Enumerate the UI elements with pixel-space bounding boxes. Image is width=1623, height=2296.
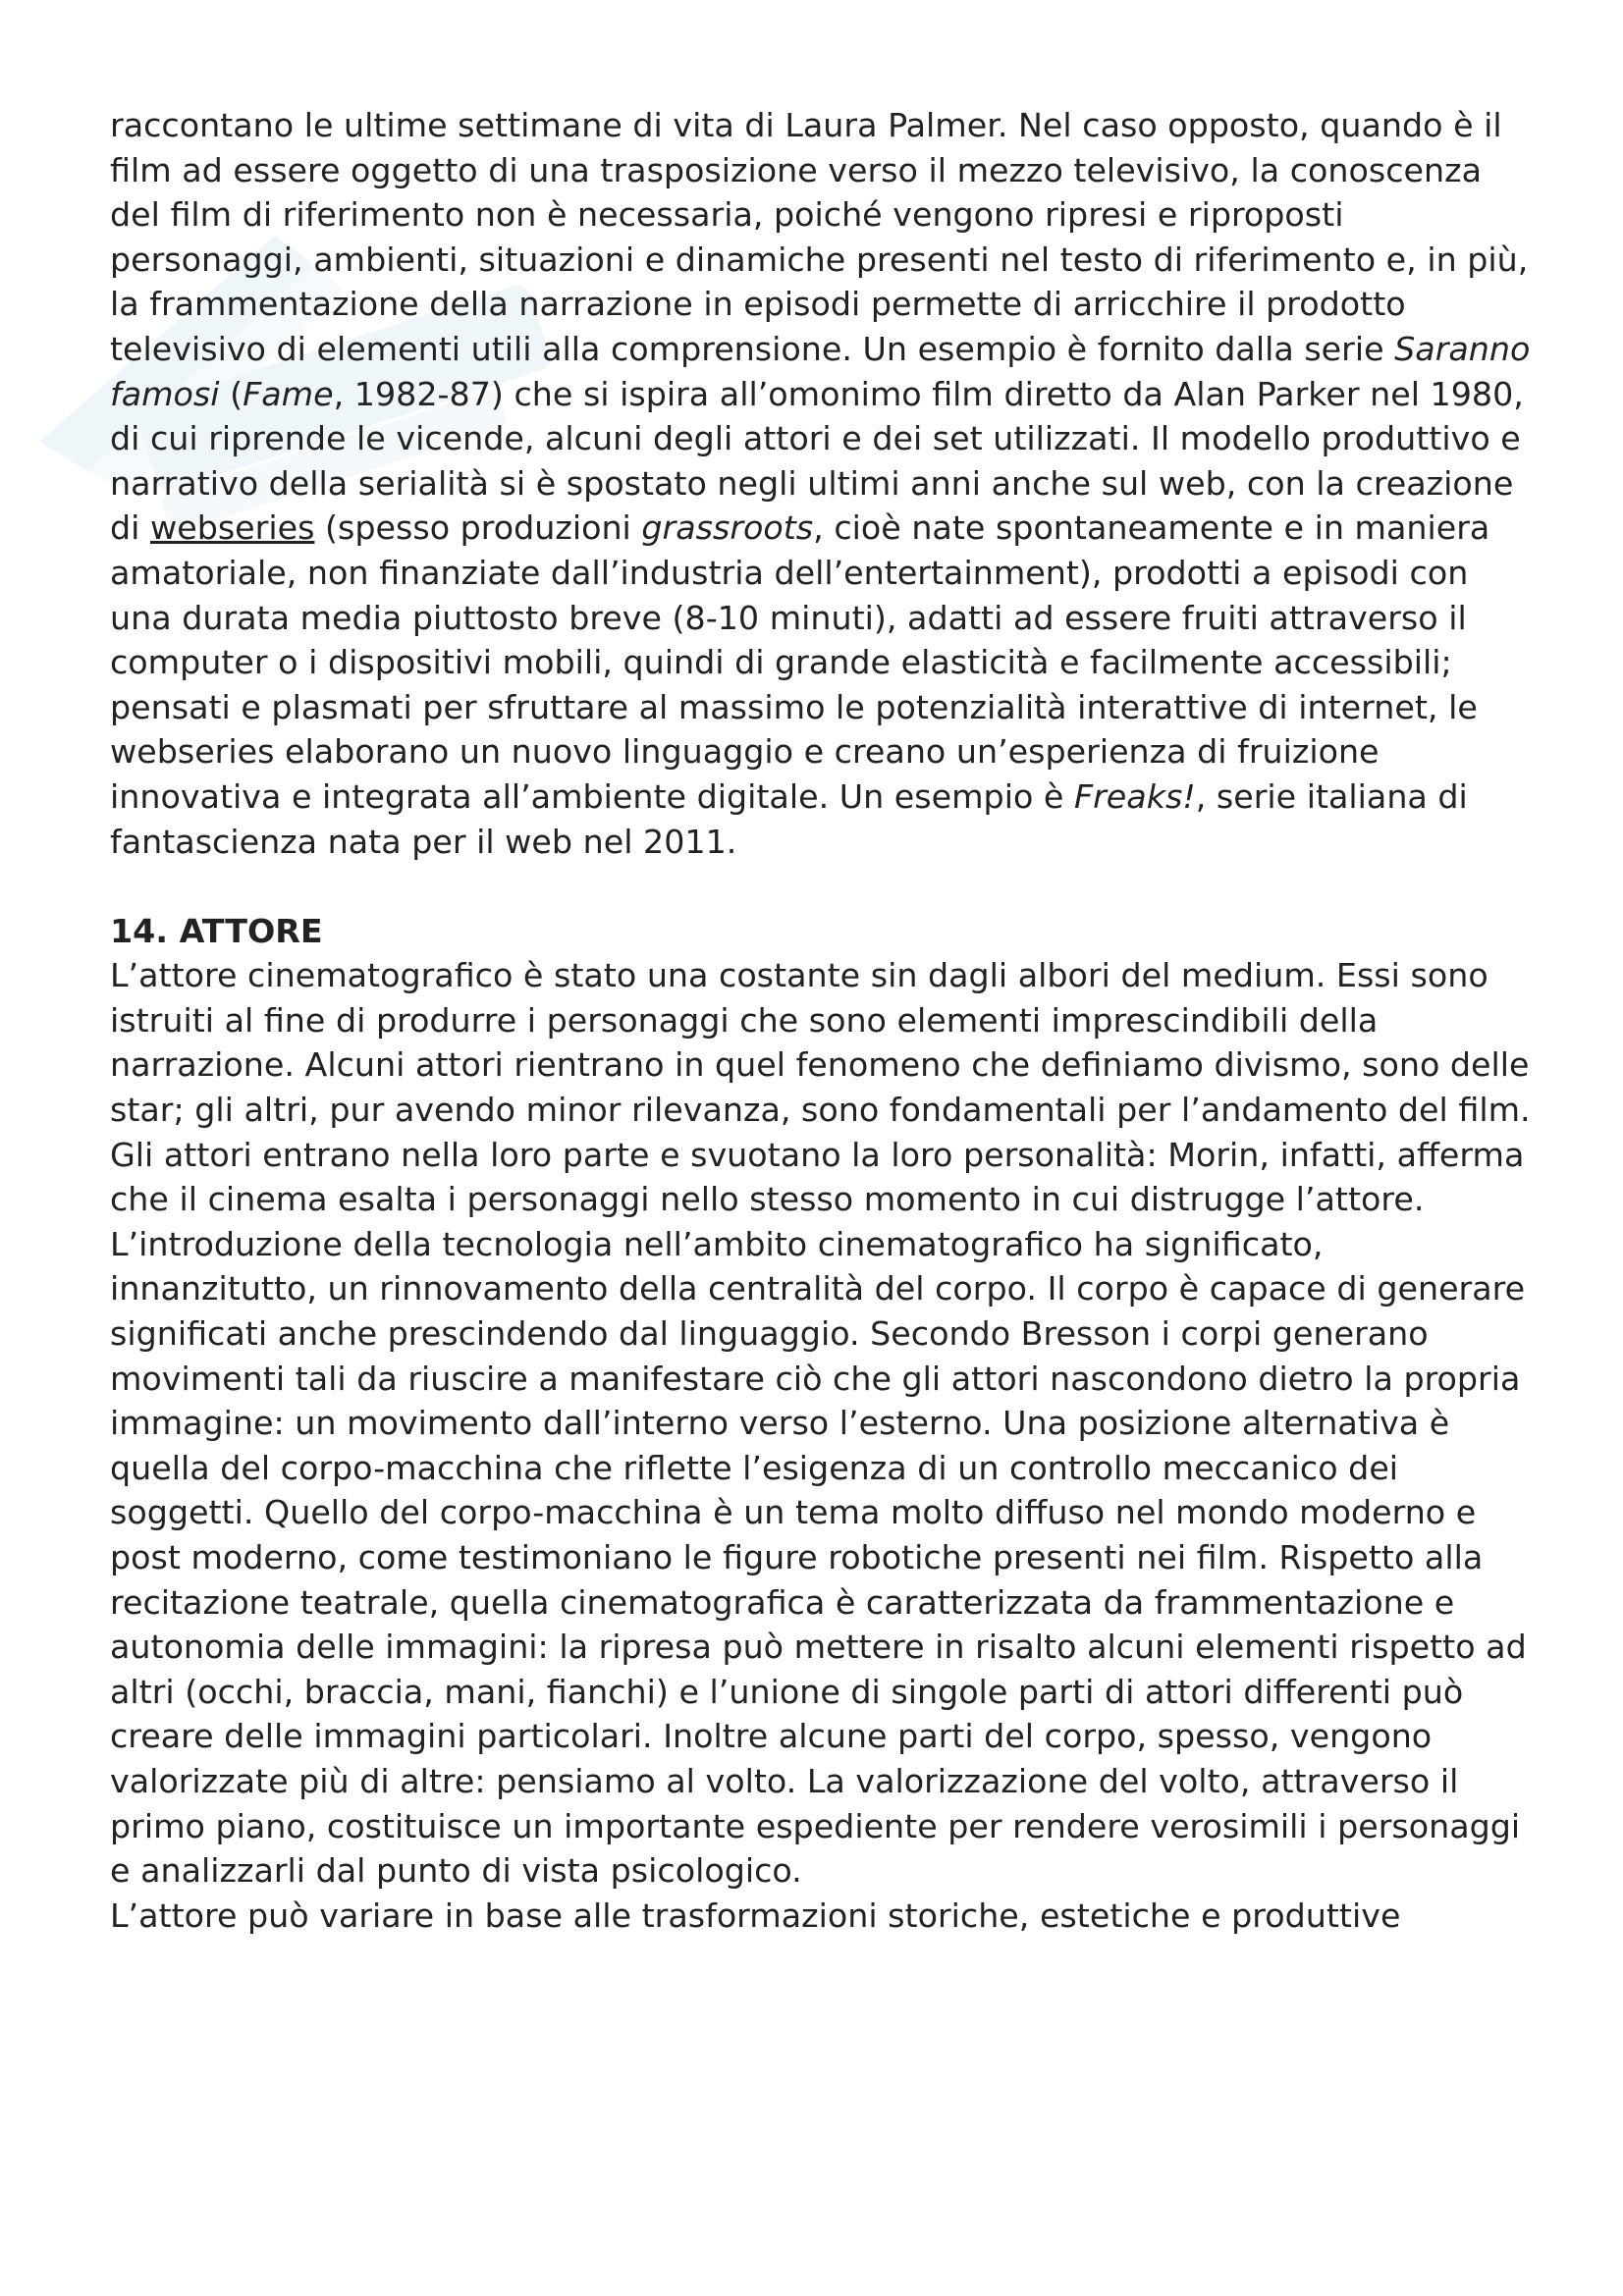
section-heading: 14. ATTORE	[110, 911, 323, 950]
paragraph-attore-2: L’introduzione della tecnologia nell’ambito cinematografico ha significato, innanzitutto, un rinnovamento della centralità del corpo. Il corpo è capace di generare significati anche prescindendo dal linguaggio. Secondo Bresson i corpi generano movimenti tali da riuscire a manifestare ciò che gli attori nascondono dietro la propria immagine: un movimento dall’interno verso l’esterno. Una posizione alternativa è quella del corpo-macchina che riflette l’esigenza di un controllo meccanico dei soggetti. Quello del corpo-macchina è un tema molto diffuso nel mondo moderno e post moderno, come testimoniano le figure robotiche presenti nei film. Rispetto alla recitazione teatrale, quella cinematografica è caratterizzata da frammentazione e autonomia delle immagini: la ripresa può mettere in risalto alcuni elementi rispetto ad altri (occhi, braccia, mani, fianchi) e l’unione di singole parti di attori differenti può creare delle immagini particolari. Inoltre alcune parti del corpo, spesso, vengono valorizzate più di altre: pensiamo al volto. La valorizzazione del volto, attraverso il primo piano, costituisce un importante espediente per rendere verosimili i personaggi e analizzarli dal punto di vista psicologico.	[110, 1224, 1527, 1891]
document-body	[110, 103, 1534, 1938]
term-grassroots: grassroots	[641, 508, 814, 548]
title-saranno-famosi: Saranno famosi	[110, 329, 1531, 413]
title-fame: Fame	[243, 374, 334, 413]
paragraph-attore-1: L’attore cinematografico è stato una costante sin dagli albori del medium. Essi sono istruiti al fine di produrre i personaggi che sono elementi imprescindibili della narrazione. Alcuni attori rientrano in quel fenomeno che definiamo divismo, sono delle star; gli altri, pur avendo minor rilevanza, sono fondamentali per l’andamento del film. Gli attori entrano nella loro parte e svuotano la loro personalità: Morin, infatti, afferma che il cinema esalta i personaggi nello stesso momento in cui distrugge l’attore.	[110, 956, 1531, 1219]
paragraph-intro: raccontano le ultime settimane di vita di Laura Palmer. Nel caso opposto, quando è il film ad essere oggetto di una trasposizione verso il mezzo televisivo, la conoscenza del film di riferimento non è necessaria, poiché vengono ripresi e riproposti personaggi, ambienti, situazioni e dinamiche presenti nel testo di riferimento e, in più, la frammentazione della narrazione in episodi permette di arricchire il prodotto televisivo di elementi utili alla comprensione. Un esempio è fornito dalla serie Saranno famosi (Fame, 1982-87) che si ispira all’omonimo film diretto da Alan Parker nel 1980, di cui riprende le vicende, alcuni degli attori e dei set utilizzati. Il modello produttivo e narrativo della serialità si è spostato negli ultimi anni anche sul web, con la creazione di webseries (spesso produzioni grassroots, cioè nate spontaneamente e in maniera amatoriale, non finanziate dall’industria dell’entertainment), prodotti a episodi con una durata media piuttosto breve (8-10 minuti), adatti ad essere fruiti attraverso il computer o i dispositivi mobili, quindi di grande elasticità e facilmente accessibili; pensati e plasmati per sfruttare al massimo le potenzialità interattive di internet, le webseries elaborano un nuovo linguaggio e creano un’esperienza di fruizione innovativa e integrata all’ambiente digitale. Un esempio è Freaks!, serie italiana di fantascienza nata per il web nel 2011.	[110, 106, 1531, 861]
paragraph-attore-3: L’attore può variare in base alle trasformazioni storiche, estetiche e produttive	[110, 1896, 1401, 1935]
term-webseries: webseries	[149, 508, 315, 548]
section-spacer	[110, 864, 1534, 909]
title-freaks: Freaks!	[1073, 776, 1196, 816]
